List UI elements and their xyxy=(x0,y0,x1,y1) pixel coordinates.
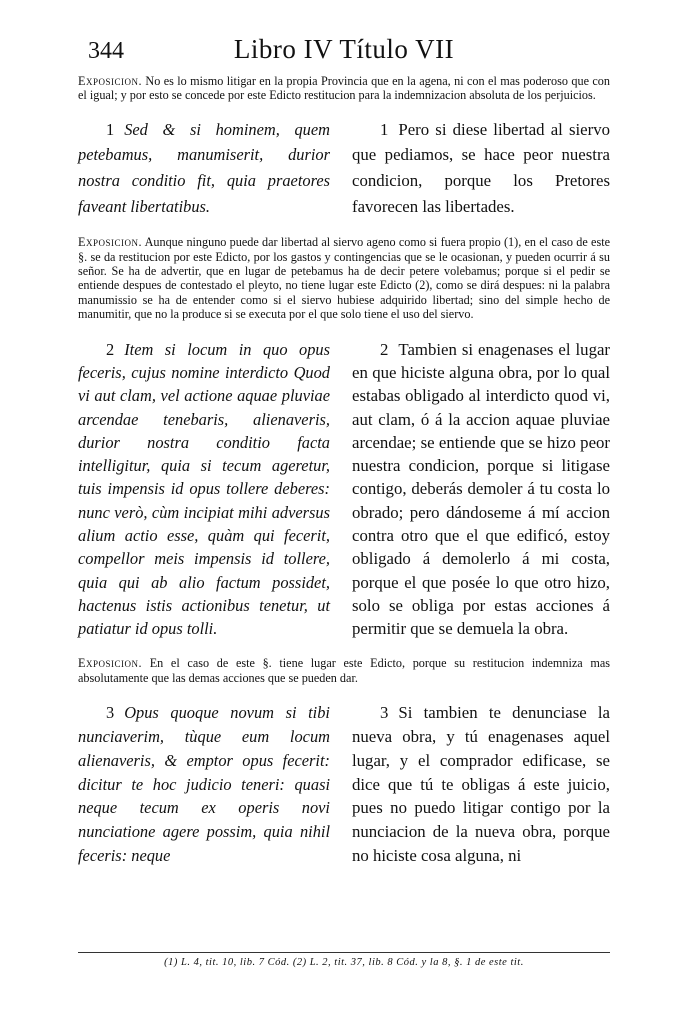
footnotes xyxy=(78,952,610,968)
paragraph-number: 2 xyxy=(106,339,115,359)
latin-body: Sed & si hominem, quem petebamus, manumiserit, durior nostra conditio fit, quia praetores faveant libertatibus. xyxy=(78,119,330,216)
paragraph-1 xyxy=(78,117,610,219)
latin-body: Opus quoque novum si tibi nunciaverim, tùque eum locum alienaveris, & emptor opus fecerit: dicitur te hoc judicio teneri: quasi neque tecum ex operis novi nunciatione agere possim, quia nihil feceris: neque xyxy=(78,703,330,866)
exposicion-text: En el caso de este §. tiene lugar este Edicto, porque su restitucion indemniza mas absolutamente que las demas acciones que se pueden dar. xyxy=(78,656,610,685)
latin-text xyxy=(78,117,330,219)
exposicion-block xyxy=(78,74,610,103)
paragraph-number: 1 xyxy=(380,119,389,139)
exposicion-text: Aunque ninguno puede dar libertad al siervo ageno como si fuera propio (1), en el caso de este §. se da restitucion por este Edicto, por los gastos y contingencias que se le ocasionan, y pueden ocurrir á su señor. Se ha de advertir, que en lugar de petebamus ha de decir petere volebamus; porque si el pedir se entiende despues de contestado el pleyto, no tiene lugar este Edicto (2), como se dirá despues: ni la palabra manumissio se ha de entender como si el siervo hubiese adquirido libertad; sino del simple hecho de manumitir, que no la produce si se executa por el que solo tiene el uso del siervo. xyxy=(78,235,610,322)
document-page xyxy=(78,30,610,1000)
exposicion-label: Exposicion. xyxy=(78,235,142,250)
paragraph-number: 1 xyxy=(106,119,115,139)
page-number: 344 xyxy=(88,38,124,64)
footnote-divider xyxy=(78,952,610,953)
footnote-text: (1) L. 4, tit. 10, lib. 7 Cód. (2) L. 2, tit. 37, lib. 8 Cód. y la 8, §. 1 de este tit. xyxy=(164,957,524,968)
spanish-body: Pero si diese libertad al siervo que pediamos, se hace peor nuestra condicion, porque los Pretores favorecen las libertades. xyxy=(352,119,610,216)
paragraph-number: 2 xyxy=(380,339,389,359)
spanish-text xyxy=(352,701,610,868)
exposicion-text: No es lo mismo litigar en la propia Provincia que en la agena, ni con el mas poderoso que con el igual; y por esto se concede por este Edicto restitucion para la indemnizacion absoluta de los perjuicios. xyxy=(78,74,610,103)
running-title: Libro IV Título VII xyxy=(233,34,455,64)
paragraph-number: 3 xyxy=(106,703,115,723)
page-header xyxy=(78,30,610,72)
paragraph-number: 3 xyxy=(380,703,389,723)
exposicion-label: Exposicion. xyxy=(78,74,142,88)
exposicion-block xyxy=(78,235,610,321)
latin-body: Item si locum in quo opus feceris, cujus nomine interdicto Quod vi aut clam, vel actione aquae pluviae arcendae tenebaris, alienaveris, durior nostra conditio facta intelligitur, quia si tecum ageretur, tuis impensis id opus tollere deberes: nunc verò, cùm incipiat mihi adversus alium actio esse, quàm qui fecerit, compellor meis impensis id tollere, quia qui ab alio factum possidet, hactenus istis actionibus tenetur, ut patiatur id opus tolli. xyxy=(78,339,330,639)
spanish-text xyxy=(352,338,610,641)
spanish-body: Tambien si enagenases el lugar en que hiciste alguna obra, por lo qual estabas obligado al interdicto quod vi, aut clam, ó á la accion aquae pluviae arcendae; se entiende que se hizo peor nuestra condicion, porque si litigase contigo, deberás demoler á tu costa lo obrado; pero dándoseme á mí accion contra otro que el que edificó, estoy obligado á demolerlo á mi costa, porque el que posée lo que otro hizo, solo se obliga por estas acciones á permitir que se demuela la obra. xyxy=(352,339,610,639)
paragraph-2 xyxy=(78,338,610,641)
exposicion-block xyxy=(78,656,610,685)
exposicion-label: Exposicion. xyxy=(78,656,142,671)
spanish-text xyxy=(352,117,610,219)
spanish-body: Si tambien te denunciase la nueva obra, y tú enagenases aquel lugar, y el comprador edificase, se dice que tú te obligas á este juicio, pues no puedo litigar contigo por la nunciacion de la nueva obra, porque no hiciste cosa alguna, ni xyxy=(352,703,610,866)
latin-text xyxy=(78,338,330,641)
paragraph-3 xyxy=(78,701,610,868)
latin-text xyxy=(78,701,330,868)
